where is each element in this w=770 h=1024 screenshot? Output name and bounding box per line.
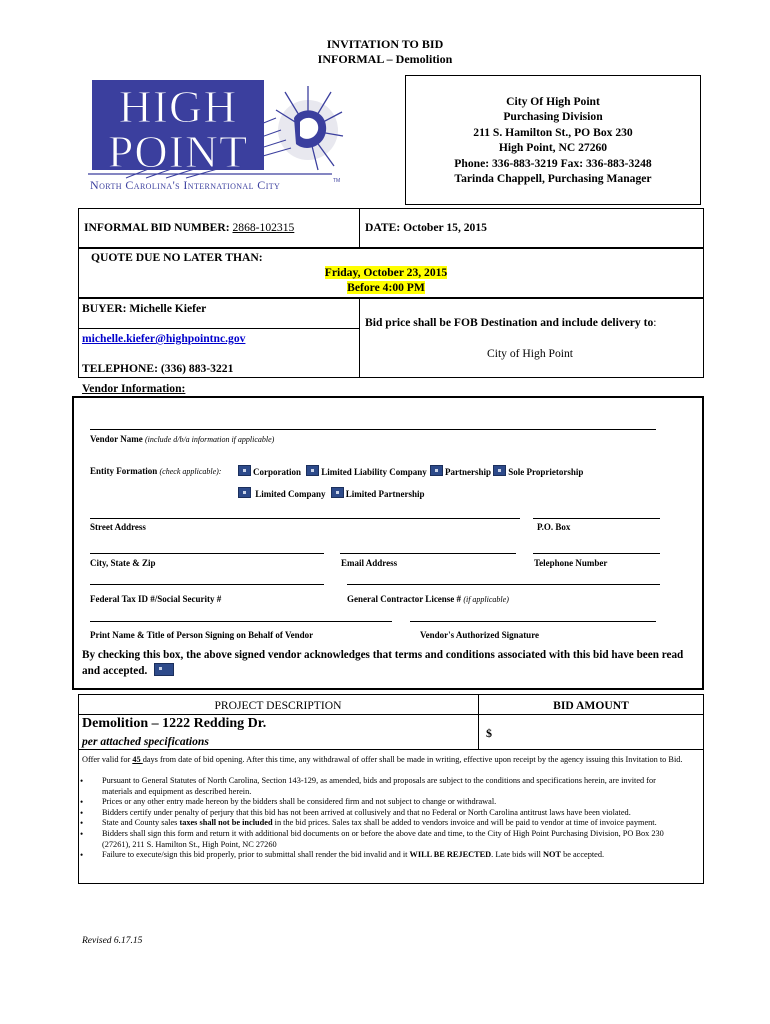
- quote-due-label: QUOTE DUE NO LATER THAN:: [91, 251, 263, 264]
- partnership-checkbox[interactable]: [430, 465, 443, 476]
- limited-company-label: Limited Company: [255, 489, 326, 499]
- corporation-checkbox[interactable]: [238, 465, 251, 476]
- trademark: TM: [333, 178, 341, 184]
- po-box-field[interactable]: [533, 518, 660, 519]
- sole-proprietorship-label: Sole Proprietorship: [508, 467, 584, 477]
- svg-text:POINT: POINT: [107, 126, 249, 177]
- offer-validity-text: Offer valid for 45 days from date of bid opening. After this time, any withdrawal of offer shall be made in writing, effective upon receipt by the agency issuing this Invitation to Bid.: [82, 755, 683, 764]
- bid-number: [84, 221, 294, 234]
- entity-options-row1: [236, 465, 583, 477]
- bid-number-value: 2868-102315: [232, 221, 295, 234]
- email-address-field[interactable]: [340, 553, 516, 554]
- quote-due-time: Before 4:00 PM: [347, 281, 425, 294]
- project-spec: per attached specifications: [82, 735, 209, 748]
- bid-date: DATE: October 15, 2015: [365, 221, 487, 234]
- buyer-telephone: TELEPHONE: (336) 883-3221: [82, 362, 234, 375]
- vendor-section-title: Vendor Information:: [82, 382, 186, 395]
- quote-due-date: Friday, October 23, 2015: [324, 266, 448, 279]
- doc-subtitle: INFORMAL – Demolition: [317, 52, 453, 66]
- contractor-license-label: General Contractor License # (if applicable): [347, 594, 509, 604]
- bid-amount-header: BID AMOUNT: [553, 699, 629, 712]
- project-title: Demolition – 1222 Redding Dr.: [82, 716, 267, 731]
- corporation-label: Corporation: [253, 467, 301, 477]
- po-box-label: P.O. Box: [537, 522, 571, 532]
- llc-checkbox[interactable]: [306, 465, 319, 476]
- high-point-logo: [86, 78, 344, 194]
- acknowledgement-text: By checking this box, the above signed vendor acknowledges that terms and conditions associated with this bid have been read and accepted.: [82, 649, 684, 677]
- print-name-field[interactable]: [90, 621, 392, 622]
- sole-proprietorship-checkbox[interactable]: [493, 465, 506, 476]
- llc-label: Limited Liability Company: [321, 467, 427, 477]
- logo-tagline: North Carolina's International City: [90, 178, 281, 192]
- logo-wordmark: [92, 80, 264, 177]
- street-address-field[interactable]: [90, 518, 520, 519]
- city-state-zip-field[interactable]: [90, 553, 324, 554]
- svg-text:HIGH: HIGH: [118, 81, 238, 132]
- list-item: • Bidders certify under penalty of perjury that this bid has not been arrived at collusively and that no Federal or North Carolina antitrust laws have been violated.: [78, 808, 688, 819]
- agency-name: City Of High Point: [506, 95, 600, 108]
- street-address-label: Street Address: [90, 522, 146, 532]
- buyer-name: BUYER: Michelle Kiefer: [82, 302, 207, 315]
- agency-address1: 211 S. Hamilton St., PO Box 230: [473, 125, 633, 139]
- limited-partnership-label: Limited Partnership: [345, 489, 425, 499]
- print-name-label: Print Name & Title of Person Signing on Behalf of Vendor: [90, 630, 314, 640]
- tax-id-label: Federal Tax ID #/Social Security #: [90, 594, 222, 604]
- agency-address2: High Point, NC 27260: [498, 141, 608, 155]
- buyer-email-link[interactable]: michelle.kiefer@highpointnc.gov: [82, 332, 246, 345]
- list-item: • Failure to execute/sign this bid properly, prior to submittal shall render the bid invalid and it WILL BE REJECTED. Late bids will NOT be accepted.: [78, 850, 688, 861]
- agency-division: Purchasing Division: [503, 110, 603, 124]
- partnership-label: Partnership: [445, 467, 492, 477]
- city-state-zip-label: City, State & Zip: [90, 558, 156, 568]
- doc-title: INVITATION TO BID: [326, 37, 444, 51]
- agency-phone: Phone: 336-883-3219 Fax: 336-883-3248: [454, 156, 652, 170]
- contractor-license-field[interactable]: [347, 584, 660, 585]
- entity-options-row2: [236, 487, 425, 499]
- email-address-label: Email Address: [341, 558, 398, 568]
- signature-label: Vendor's Authorized Signature: [420, 630, 540, 640]
- signature-field[interactable]: [410, 621, 656, 622]
- telephone-number-label: Telephone Number: [534, 558, 608, 568]
- bid-number-label: INFORMAL BID NUMBER:: [84, 221, 233, 234]
- tax-id-field[interactable]: [90, 584, 324, 585]
- list-item: • Pursuant to General Statutes of North Carolina, Section 143-129, as amended, bids and proposals are subject to the conditions and specifications herein, are invited for materials and equipment as described herein.: [78, 776, 688, 797]
- vendor-name-label: Vendor Name (include d/b/a information if applicable): [90, 434, 275, 444]
- agency-manager: Tarinda Chappell, Purchasing Manager: [454, 172, 652, 186]
- fob-destination: City of High Point: [487, 347, 573, 360]
- fob-note: Bid price shall be FOB Destination and include delivery to:: [365, 316, 657, 329]
- list-item: • Prices or any other entry made hereon by the bidders shall be considered firm and not subject to change or withdrawal.: [78, 797, 688, 808]
- revision-note: Revised 6.17.15: [82, 936, 143, 946]
- entity-formation-label: Entity Formation (check applicable):: [90, 466, 222, 476]
- project-description-header: PROJECT DESCRIPTION: [214, 699, 342, 712]
- vendor-name-field[interactable]: [90, 429, 656, 430]
- terms-list: [78, 776, 688, 861]
- acknowledgement-checkbox[interactable]: [154, 663, 174, 676]
- agency-contact-box: [405, 75, 701, 205]
- bid-amount-field[interactable]: $: [486, 726, 492, 740]
- limited-company-checkbox[interactable]: [238, 487, 251, 498]
- limited-partnership-checkbox[interactable]: [331, 487, 344, 498]
- list-item: • State and County sales taxes shall not be included in the bid prices. Sales tax shall be added to vendors invoice and will be paid to vendor at time of invoice payment.: [78, 818, 688, 829]
- list-item: • Bidders shall sign this form and return it with additional bid documents on or before the above date and time, to the City of High Point Purchasing Division, PO Box 230 (27261), 211 S. Hamilton St., High Point, NC 27260: [78, 829, 688, 850]
- telephone-number-field[interactable]: [533, 553, 660, 554]
